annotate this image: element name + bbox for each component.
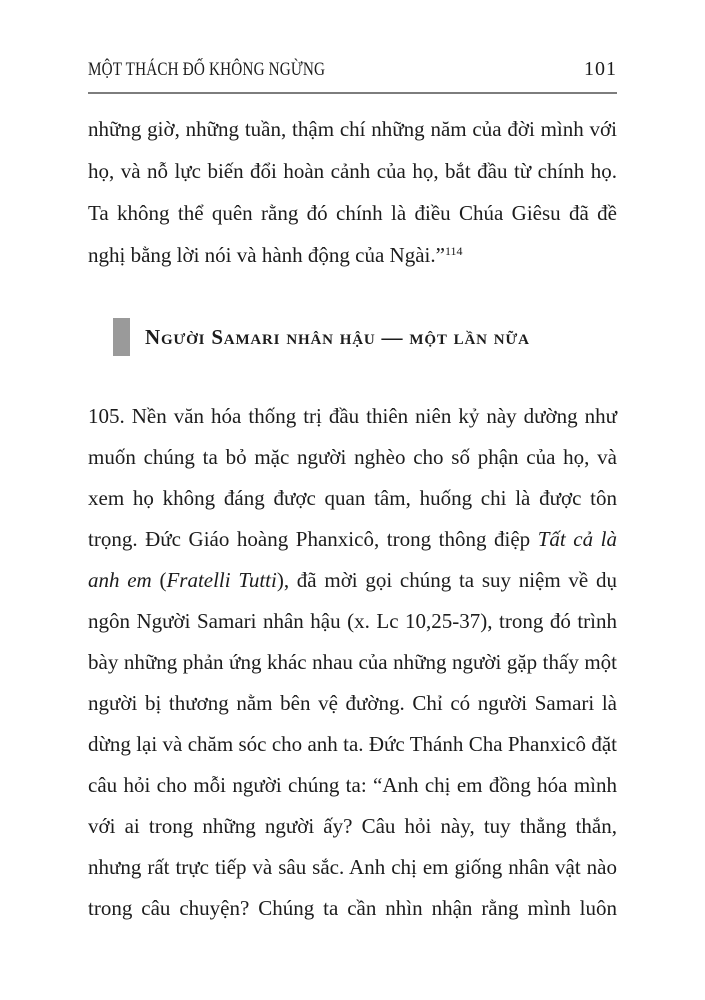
running-header-title: MỘT THÁCH ĐỐ KHÔNG NGỪNG bbox=[88, 59, 326, 80]
section-heading: Người Samari nhân hậu — một lần nữa bbox=[145, 325, 530, 349]
italic-title-text: Fratelli Tutti bbox=[166, 568, 277, 592]
header-divider-rule bbox=[88, 92, 617, 94]
section-heading-block bbox=[113, 318, 617, 356]
body-paragraph-105 bbox=[88, 396, 617, 929]
section-heading-bar-icon bbox=[113, 318, 130, 356]
page-number: 101 bbox=[584, 58, 617, 80]
text-segment: những giờ, những tuần, thậm chí những năm của đời mình với họ, và nỗ lực biến đổi hoàn cảnh của họ, bắt đầu từ chính họ. Ta không thể quên rằng đó chính là điều Chúa Giêsu đã đề nghị bằng lời nói và hành động của Ngài.” bbox=[88, 117, 617, 267]
page-content bbox=[88, 0, 617, 929]
italic-title-text: Tất cả là anh em bbox=[88, 527, 618, 592]
running-header bbox=[88, 0, 617, 81]
text-segment: ), đã mời gọi chúng ta suy niệm về dụ ngôn Người Samari nhân hậu (x. Lc 10,25-37), trong đó trình bày những phản ứng khác nhau của những người gặp thấy một người bị thương nằm bên vệ đường. Chỉ có người Samari là dừng lại và chăm sóc cho anh ta. Đức Thánh Cha Phanxicô đặt câu hỏi cho mỗi người chúng ta: “Anh chị em đồng hóa mình với ai trong những người ấy? Câu hỏi này, tuy thẳng thắn, nhưng rất trực tiếp và sâu sắc. Anh chị em giống nhân vật nào trong câu chuyện? Chúng ta cần nhìn nhận rằng mình luôn bbox=[88, 568, 617, 920]
body-paragraph-continued bbox=[88, 108, 617, 276]
footnote-reference: 114 bbox=[444, 244, 463, 258]
text-segment: ( bbox=[151, 568, 167, 592]
text-segment: 105. Nền văn hóa thống trị đầu thiên niên kỷ này dường như muốn chúng ta bỏ mặc người nghèo cho số phận của họ, và xem họ không đáng được quan tâm, huống chi là được tôn trọng. Đức Giáo hoàng Phanxicô, trong thông điệp bbox=[88, 404, 617, 551]
